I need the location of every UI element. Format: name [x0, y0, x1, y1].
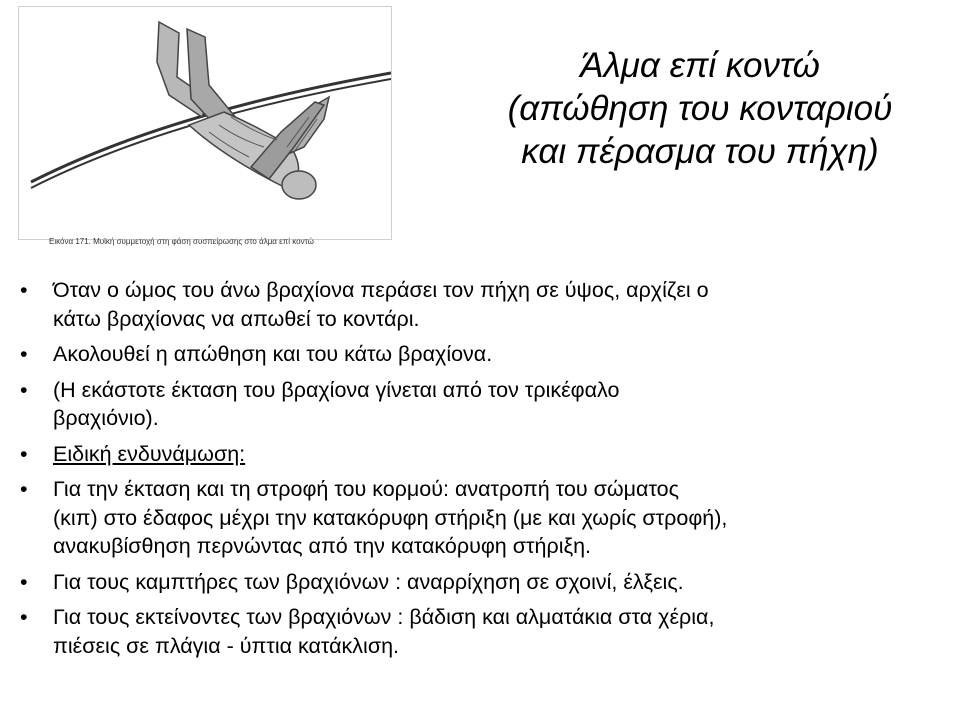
bullet-item-2: [20, 340, 950, 369]
bullet-line: • Για τους καμπτήρες των βραχιόνων : αναρρίχηση σε σχοινί, έλξεις.: [53, 569, 684, 594]
bullet-item-7: [20, 603, 950, 660]
bullet-item-5: [20, 475, 950, 561]
pole-vault-figure: [18, 6, 392, 246]
bullet-line: • Για την έκταση και τη στροφή του κορμού: ανατροπή του σώματος: [53, 477, 679, 501]
title-line-2: (απώθηση του κονταριού: [507, 89, 893, 128]
bullet-item-1: [20, 276, 950, 333]
bullet-line: βραχιόνιο).: [53, 406, 159, 430]
bullet-line: κάτω βραχίονας να απωθεί το κοντάρι.: [53, 306, 420, 331]
bullet-line: ανακυβίσθηση περνώντας από την κατακόρυφη στήριξη.: [53, 534, 592, 558]
slide-title: [450, 44, 950, 173]
bullet-line: • (Η εκάστοτε έκταση του βραχίονα γίνεται από τον τρικέφαλο: [53, 377, 620, 402]
bullet-list: [20, 276, 950, 667]
bullet-item-6: [20, 568, 950, 597]
figure-caption: Εικόνα 171. Μυϊκή συμμετοχή στη φάση συσπείρωσης στο άλμα επί κοντώ: [49, 237, 314, 246]
title-line-3: και πέρασμα του πήχη): [521, 132, 879, 171]
head-shape: [282, 171, 316, 199]
special-strengthening-heading: • Ειδική ενδυνάμωση:: [53, 441, 246, 466]
bullet-line: • Ακολουθεί η απώθηση και του κάτω βραχίονα.: [53, 342, 493, 366]
pole-vault-illustration: [19, 7, 391, 239]
bullet-item-4-heading: [20, 440, 950, 469]
bullet-line: (κιπ) στο έδαφος μέχρι την κατακόρυφη στήριξη (με και χωρίς στροφή),: [53, 505, 728, 530]
bullet-line: πιέσεις σε πλάγια - ύπτια κατάκλιση.: [53, 633, 400, 658]
bullet-item-3: [20, 376, 950, 433]
bullet-line: • Για τους εκτείνοντες των βραχιόνων : βάδιση και αλματάκια στα χέρια,: [53, 605, 715, 629]
title-line-1: Άλμα επί κοντώ: [580, 46, 820, 85]
bullet-line: • Όταν ο ώμος του άνω βραχίονα περάσει τον πήχη σε ύψος, αρχίζει ο: [53, 278, 709, 302]
